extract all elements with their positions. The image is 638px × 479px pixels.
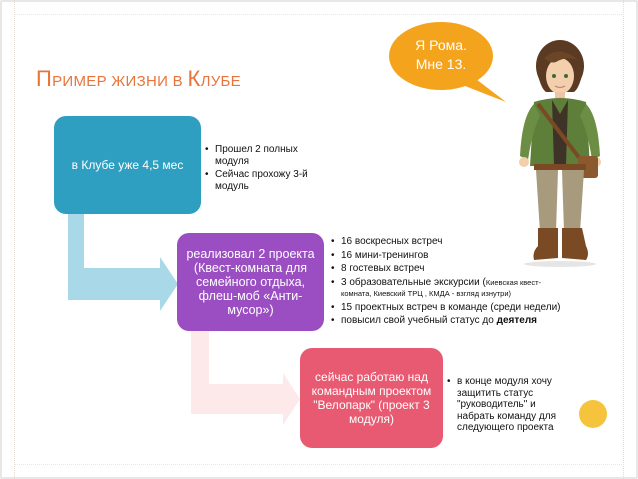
- bullet-item: • Сейчас прохожу 3-й модуль: [205, 169, 325, 192]
- speech-bubble-text: Я Рома. Мне 13.: [415, 37, 467, 72]
- step-3-bullets: [447, 376, 569, 436]
- step-2-label: реализовал 2 проекта (Квест-комната для семейного отдыха, флеш-моб «Анти-мусор»): [186, 247, 315, 317]
- arrow-step1-to-step2: [68, 214, 178, 311]
- arrow-step2-to-step3: [191, 331, 300, 425]
- character-illustration: [500, 36, 620, 268]
- step-2-box: [177, 233, 324, 331]
- bullet-item: • 3 образовательные экскурсии (Киевская квест-комната, Киевский ТРЦ , КМДА - взгляд изнутри): [331, 277, 567, 300]
- bullet-item: • 8 гостевых встреч: [331, 263, 567, 275]
- bullet-item: • в конце модуля хочу защитить статус "руководитель" и набрать команду для следующего проекта: [447, 376, 569, 434]
- step-1-bullets: [205, 144, 325, 194]
- bullet-item: • Прошел 2 полных модуля: [205, 144, 325, 167]
- step-1-label: в Клубе уже 4,5 мес: [71, 158, 184, 172]
- decorative-circle: [579, 400, 607, 428]
- step-3-box: [300, 348, 443, 448]
- slide-title: ПРИМЕР ЖИЗНИ В КЛУБЕ: [36, 66, 241, 91]
- step-3-label: сейчас работаю над командным проектом "Велопарк" (проект 3 модуля): [311, 370, 432, 426]
- bullet-item: • 16 мини-тренингов: [331, 250, 567, 262]
- step-1-box: [54, 116, 201, 214]
- bullet-item: • 16 воскресных встреч: [331, 236, 567, 248]
- bullet-item: • повысил свой учебный статус до деятеля: [331, 315, 567, 327]
- bullet-item: • 15 проектных встреч в команде (среди недели): [331, 302, 567, 314]
